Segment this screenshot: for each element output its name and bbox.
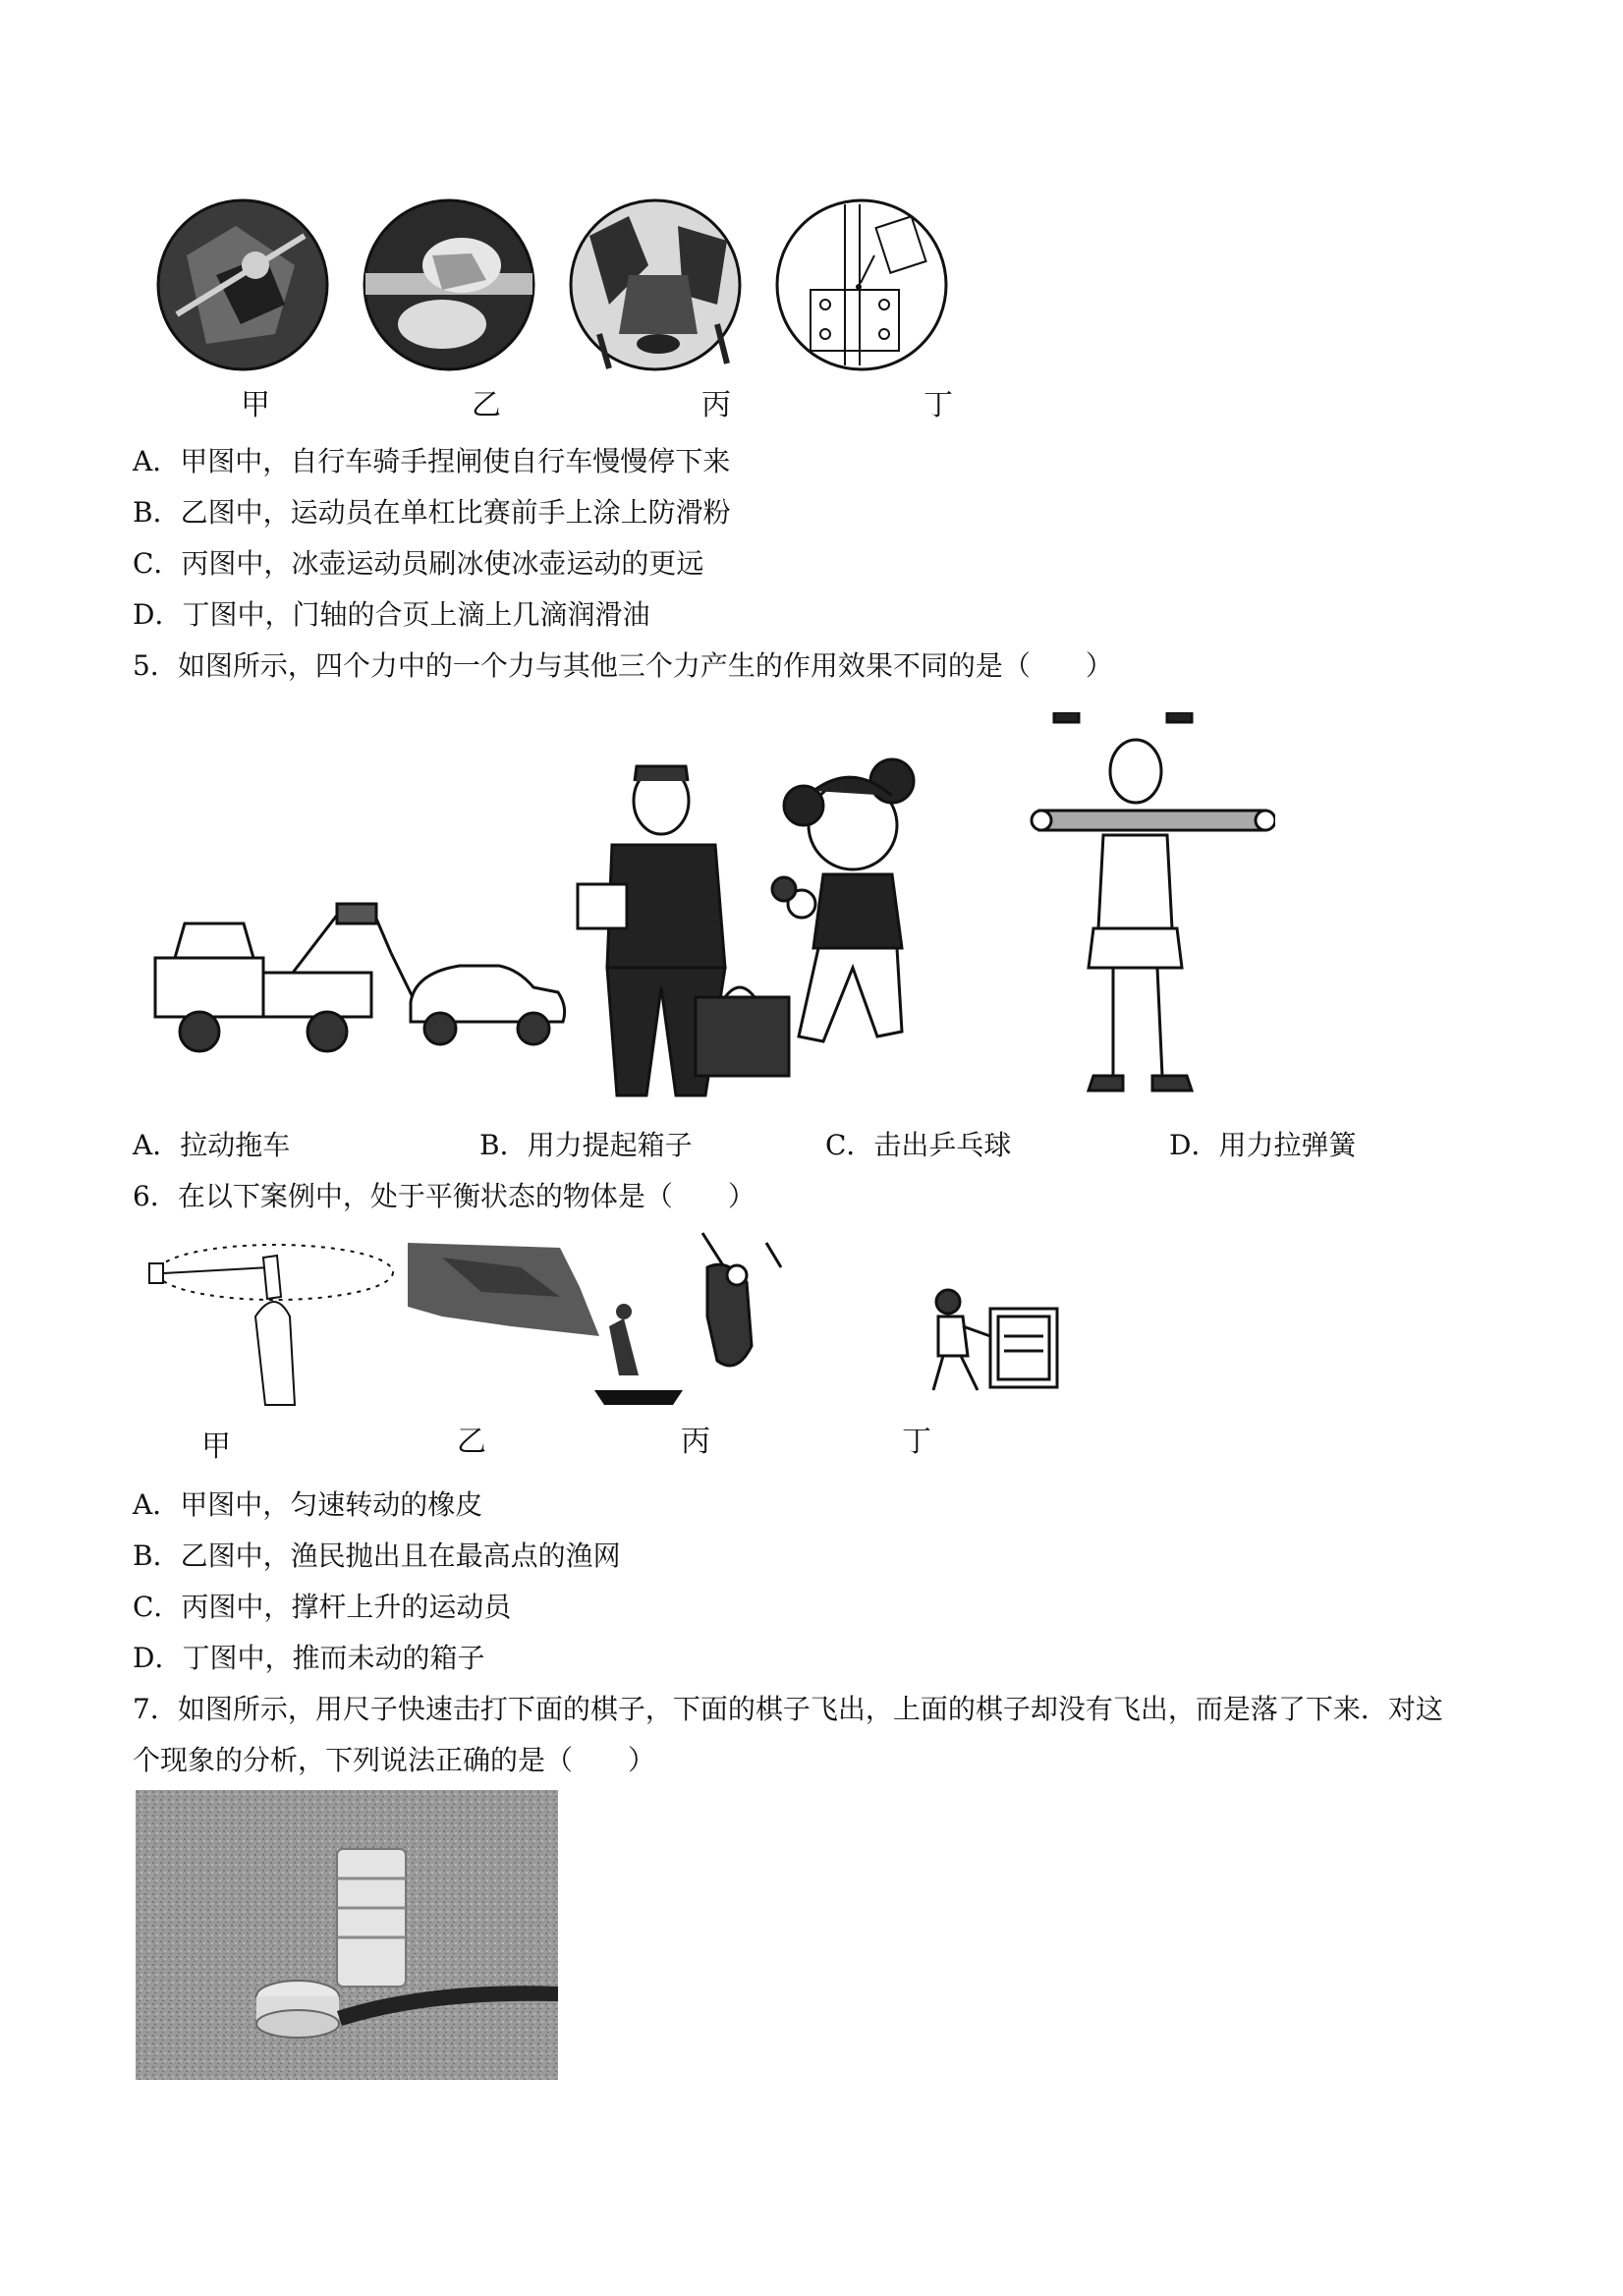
q7-chess-pieces-photo	[136, 1790, 558, 2080]
q7-photo-svg	[136, 1790, 558, 2080]
q5-stem: 5．如图所示，四个力中的一个力与其他三个力产生的作用效果不同的是（ ）	[133, 649, 1113, 682]
q6-label-ding: 丁	[902, 1425, 931, 1459]
q6-eraser-drawing	[149, 1245, 393, 1405]
q6-option-c: C．丙图中，撑杆上升的运动员	[133, 1591, 512, 1623]
q5-figures-svg	[145, 712, 1275, 1105]
q4-photo-ding	[777, 200, 946, 369]
q4-option-c: C．丙图中，冰壶运动员刷冰使冰壶运动的更远	[133, 547, 704, 580]
q5-tow-truck-drawing	[155, 904, 565, 1051]
q4-photo-bing	[571, 200, 740, 369]
q6-stem: 6．在以下案例中，处于平衡状态的物体是（ ）	[133, 1180, 756, 1212]
q4-photo-yi	[364, 200, 533, 369]
q5-man-lifting-box-drawing	[578, 766, 789, 1095]
q5-option-c: C．击出乒乓球	[825, 1129, 1012, 1161]
q5-girl-ping-pong-drawing	[772, 759, 914, 1041]
q6-label-yi: 乙	[457, 1425, 486, 1459]
q4-figures-svg	[147, 196, 953, 373]
q6-pole-vaulter-drawing	[702, 1233, 781, 1366]
q6-option-d: D．丁图中，推而未动的箱子	[133, 1642, 485, 1674]
q5-option-a: A．拉动拖车	[133, 1129, 291, 1161]
q4-option-b: B．乙图中，运动员在单杠比赛前手上涂上防滑粉	[133, 496, 731, 529]
q4-option-a: A．甲图中，自行车骑手捏闸使自行车慢慢停下来	[133, 445, 731, 477]
q7-stem-line-2: 个现象的分析，下列说法正确的是（ ）	[133, 1744, 656, 1776]
q4-label-bing: 丙	[701, 388, 731, 422]
q6-label-jia: 甲	[201, 1429, 231, 1464]
q4-label-ding: 丁	[923, 388, 953, 422]
q4-figure-row	[147, 196, 953, 373]
q5-option-d: D．用力拉弹簧	[1169, 1129, 1357, 1161]
q5-option-b: B．用力提起箱子	[479, 1129, 693, 1161]
q4-option-d: D．丁图中，门轴的合页上滴上几滴润滑油	[133, 598, 650, 631]
q6-fisherman-drawing	[408, 1243, 683, 1405]
q6-figures-svg	[147, 1228, 1061, 1415]
q6-boy-pushing-box-drawing	[933, 1290, 1057, 1390]
q5-man-spring-drawing	[1032, 712, 1275, 1091]
q6-option-b: B．乙图中，渔民抛出且在最高点的渔网	[133, 1540, 621, 1572]
q4-label-jia: 甲	[241, 388, 270, 422]
q7-stem-line-1: 7．如图所示，用尺子快速击打下面的棋子，下面的棋子飞出，上面的棋子却没有飞出，而是落了下来．对这	[133, 1693, 1443, 1725]
q6-label-bing: 丙	[681, 1425, 710, 1459]
q4-label-yi: 乙	[472, 388, 501, 422]
q5-figure-row	[145, 712, 1275, 1105]
q4-photo-jia	[158, 200, 327, 369]
q6-option-a: A．甲图中，匀速转动的橡皮	[133, 1488, 483, 1521]
q6-figure-row	[147, 1228, 1061, 1415]
